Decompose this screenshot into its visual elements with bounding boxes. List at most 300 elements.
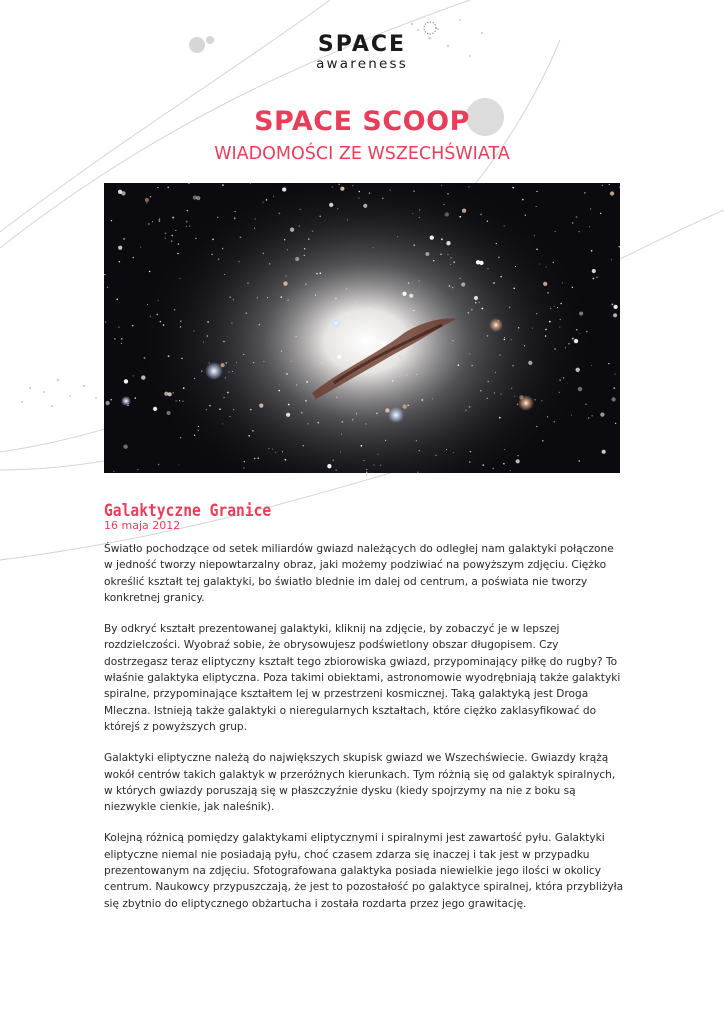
star [275, 452, 276, 453]
star [148, 223, 149, 224]
star [177, 253, 179, 255]
star [449, 285, 451, 287]
star [333, 460, 334, 461]
star [250, 409, 252, 411]
star [341, 421, 343, 423]
star [295, 257, 299, 261]
star [402, 292, 406, 296]
star [541, 400, 543, 402]
star [281, 351, 282, 352]
star [568, 343, 570, 345]
star [180, 437, 181, 438]
star [547, 292, 549, 294]
star [152, 221, 153, 222]
star [369, 193, 370, 194]
star [180, 320, 182, 322]
star [243, 468, 244, 469]
star [329, 203, 333, 207]
star [536, 206, 537, 207]
star [471, 365, 472, 366]
star [319, 216, 321, 218]
star [496, 243, 497, 244]
star [206, 409, 207, 410]
star [542, 440, 544, 442]
star [337, 208, 338, 209]
star [279, 384, 280, 385]
star [164, 392, 168, 396]
star [209, 405, 211, 407]
star [363, 204, 367, 208]
star [592, 269, 596, 273]
star [572, 338, 574, 340]
star [536, 249, 538, 251]
star [553, 262, 554, 263]
star [118, 326, 119, 327]
star [186, 226, 187, 227]
star [222, 184, 224, 186]
star [295, 336, 296, 337]
star [336, 397, 337, 398]
star [613, 313, 617, 317]
star [432, 398, 433, 399]
star [373, 247, 374, 248]
star [255, 218, 256, 219]
star [407, 404, 409, 406]
star [452, 287, 454, 289]
star [340, 451, 341, 452]
star [576, 216, 578, 218]
star [546, 266, 547, 267]
star [441, 185, 442, 186]
star [446, 241, 450, 245]
star [201, 370, 202, 371]
star [536, 313, 537, 314]
star [619, 187, 620, 188]
star [615, 423, 616, 424]
star [253, 362, 255, 364]
star [571, 415, 572, 416]
star [312, 230, 313, 231]
star [560, 303, 562, 305]
star [534, 399, 536, 401]
star [419, 217, 420, 218]
star [144, 357, 146, 359]
star [196, 196, 200, 200]
star [245, 312, 247, 314]
star [225, 377, 226, 378]
star [430, 235, 434, 239]
star [419, 209, 420, 210]
star [494, 392, 495, 393]
star [193, 330, 194, 331]
star [590, 208, 591, 209]
star [397, 236, 398, 237]
star [493, 468, 495, 470]
star [304, 255, 305, 256]
star [222, 423, 223, 424]
star [317, 422, 319, 424]
star [579, 231, 580, 232]
star [104, 274, 105, 275]
star [412, 213, 413, 214]
star [475, 302, 476, 303]
star [223, 341, 224, 342]
star [332, 186, 333, 187]
star [479, 302, 480, 303]
star [355, 301, 356, 302]
star [346, 288, 347, 289]
star [282, 451, 283, 452]
star [499, 354, 500, 355]
star [382, 341, 386, 345]
star [357, 345, 358, 346]
star [574, 339, 578, 343]
star [545, 335, 547, 337]
star [440, 254, 441, 255]
star [207, 321, 209, 323]
star [147, 304, 148, 305]
star [259, 404, 263, 408]
star [559, 326, 560, 327]
star [291, 361, 292, 362]
star [499, 417, 501, 419]
star [113, 471, 114, 472]
star [413, 190, 415, 192]
star [483, 464, 484, 465]
star [266, 199, 268, 201]
star [211, 254, 212, 255]
star [141, 375, 145, 379]
star [233, 409, 234, 410]
star [413, 310, 414, 311]
star [179, 400, 180, 401]
star [105, 401, 109, 405]
star [167, 187, 169, 189]
star [600, 213, 601, 214]
star [268, 448, 269, 449]
star [296, 384, 297, 385]
star [174, 309, 176, 311]
star [288, 404, 290, 406]
star [576, 329, 578, 331]
star [487, 221, 488, 222]
star [244, 461, 245, 462]
star [557, 307, 558, 308]
star [462, 209, 466, 213]
star [380, 465, 381, 466]
star [549, 321, 551, 323]
star [233, 299, 235, 301]
star [480, 390, 482, 392]
star [257, 457, 259, 459]
star [114, 338, 116, 340]
star [181, 358, 183, 360]
star [149, 271, 150, 272]
star [145, 198, 149, 202]
star [447, 254, 448, 255]
star [414, 244, 415, 245]
star [417, 472, 419, 473]
star [279, 213, 281, 215]
star [338, 184, 340, 186]
star [493, 282, 495, 284]
star [159, 220, 161, 222]
star [123, 445, 127, 449]
star [116, 299, 118, 301]
star [341, 434, 342, 435]
star [470, 451, 471, 452]
star [504, 337, 505, 338]
star [355, 316, 356, 317]
logo-subtitle: awareness [316, 56, 408, 72]
star [560, 319, 561, 320]
star [559, 379, 561, 381]
star [452, 340, 453, 341]
star [305, 400, 307, 402]
star [231, 323, 232, 324]
star [158, 464, 160, 466]
star [554, 421, 555, 422]
star [229, 416, 230, 417]
star [308, 238, 309, 239]
galaxy-photo[interactable] [104, 183, 620, 473]
star [290, 228, 294, 232]
star [500, 393, 501, 394]
star [232, 371, 233, 372]
star [458, 364, 460, 366]
star [111, 220, 112, 221]
star [257, 297, 258, 298]
star [412, 326, 413, 327]
star [513, 287, 515, 289]
page-subtitle: WIADOMOŚCI ZE WSZECHŚWIATA [214, 144, 510, 164]
star [353, 353, 354, 354]
star [283, 281, 287, 285]
star [525, 215, 526, 216]
star [160, 321, 161, 322]
star [539, 263, 540, 264]
star [512, 187, 514, 189]
star [468, 186, 469, 187]
star [361, 445, 363, 447]
star [612, 304, 614, 306]
star [363, 460, 364, 461]
star [146, 202, 147, 203]
star [453, 452, 454, 453]
star [284, 239, 285, 240]
star [572, 222, 573, 223]
star [578, 460, 580, 462]
star [217, 217, 218, 218]
star [118, 246, 122, 250]
star [223, 397, 224, 398]
star [137, 469, 138, 470]
star [247, 282, 248, 283]
star [555, 231, 556, 232]
star [262, 202, 263, 203]
star [409, 294, 413, 298]
star [589, 226, 590, 227]
star [175, 400, 176, 401]
star [165, 233, 167, 235]
star [373, 464, 374, 465]
star [503, 463, 505, 465]
star [419, 450, 420, 451]
star [469, 406, 471, 408]
star [532, 328, 533, 329]
star [172, 217, 174, 219]
star [524, 345, 525, 346]
star [284, 459, 286, 461]
star [418, 280, 419, 281]
star [227, 392, 229, 394]
star [602, 450, 606, 454]
star [119, 261, 120, 262]
star [487, 335, 489, 337]
star [389, 189, 390, 190]
star [469, 353, 470, 354]
star [459, 278, 460, 279]
star [183, 387, 185, 389]
star [254, 458, 256, 460]
star [619, 246, 620, 247]
star [222, 248, 223, 249]
star [512, 365, 514, 367]
star [408, 282, 410, 284]
star [450, 257, 451, 258]
star [187, 210, 189, 212]
star [421, 399, 423, 401]
star [194, 435, 195, 436]
star [584, 192, 586, 194]
star [267, 297, 268, 298]
article-paragraph: Światło pochodzące od setek miliardów gwiazd należących do odległej nam galaktyki połączone w jedność tworzy niepowtarzalny obraz, jaki możemy podziwiać na powyższym zdjęciu. Ciężko określić kształt tej galaktyki, bo światło blednie im dalej od centrum, a poświata nie tworzy konkretnej granicy. [104, 543, 614, 604]
star [441, 238, 443, 240]
star [425, 252, 429, 256]
star [487, 268, 488, 269]
star [611, 259, 612, 260]
star [286, 373, 288, 375]
star [133, 257, 135, 259]
star [403, 404, 407, 408]
star [352, 419, 353, 420]
star [282, 187, 286, 191]
star [135, 397, 136, 398]
star [459, 216, 461, 218]
star [600, 412, 604, 416]
star [480, 214, 482, 216]
star [446, 449, 447, 450]
star [150, 196, 151, 197]
star [445, 212, 449, 216]
star [263, 361, 264, 362]
star [175, 230, 176, 231]
star [559, 392, 560, 393]
star [447, 193, 449, 195]
star [406, 374, 408, 376]
star [157, 300, 158, 301]
star [189, 226, 190, 227]
star [369, 307, 371, 309]
article-title: Galaktyczne Granice [104, 501, 272, 521]
star [511, 339, 512, 340]
star [471, 309, 472, 310]
star [229, 297, 230, 298]
star [182, 401, 183, 402]
star [378, 454, 379, 455]
star [517, 455, 518, 456]
star [450, 264, 451, 265]
star [132, 325, 134, 327]
star [165, 237, 166, 238]
star [562, 282, 563, 283]
star [366, 472, 367, 473]
star [591, 415, 592, 416]
star [591, 365, 592, 366]
star [488, 381, 489, 382]
star [528, 361, 532, 365]
page-title: SPACE SCOOP [254, 106, 470, 137]
star [153, 407, 157, 411]
article-paragraph: Kolejną różnicą pomiędzy galaktykami eliptycznymi i spiralnymi jest zawartość pyłu. Galaktyki eliptyczne niemal nie posiadają pyłu, choć czasem zdarza się inaczej i tak jest w przypadku prezentowanym na zdjęciu. Sfotografowana galaktyka posiada niewielkie jego ilości w okolicy centrum. Naukowcy przypuszczają, że jest to pozostałość po galaktyce spiralnej, która przybliżyła się zbytnio do eliptycznego obżartucha i została rozdarta przez jego grawitację. [104, 832, 624, 910]
star [596, 276, 597, 277]
star [366, 469, 367, 470]
star [433, 260, 434, 261]
star [168, 355, 170, 357]
star [278, 390, 280, 392]
star [579, 311, 583, 315]
star [588, 417, 590, 419]
star [171, 235, 173, 237]
star [615, 374, 616, 375]
star [195, 238, 196, 239]
star [476, 260, 480, 264]
star [613, 387, 615, 389]
star [219, 408, 221, 410]
star [510, 470, 511, 471]
star [207, 335, 208, 336]
star [224, 274, 225, 275]
star [602, 185, 603, 186]
star [273, 196, 274, 197]
article-paragraph: Galaktyki eliptyczne należą do największych skupisk gwiazd we Wszechświecie. Gwiazdy krążą wokół centrów takich galaktyk w przeróżnych kierunkach. Tym różnią się od galaktyk spiralnych, w których gwiazdy poruszają się w płaszczyźnie dysku (kiedy spojrzymy na nie z boku są niezwykle cienkie, jak naleśnik). [104, 752, 616, 814]
star [563, 377, 564, 378]
star [179, 464, 180, 465]
star [316, 273, 318, 275]
star [315, 295, 316, 296]
star [504, 449, 505, 450]
star [465, 410, 466, 411]
star [346, 337, 348, 339]
star [197, 429, 199, 431]
star [474, 296, 478, 300]
star [159, 218, 160, 219]
star [550, 308, 551, 309]
star [593, 278, 595, 280]
star [385, 318, 386, 319]
star [287, 299, 289, 301]
star [234, 217, 236, 219]
star [194, 378, 195, 379]
star [252, 430, 254, 432]
star [356, 413, 357, 414]
star [254, 228, 255, 229]
star [416, 374, 417, 375]
star [272, 449, 273, 450]
star [140, 247, 141, 248]
star [509, 307, 511, 309]
star [591, 250, 593, 252]
